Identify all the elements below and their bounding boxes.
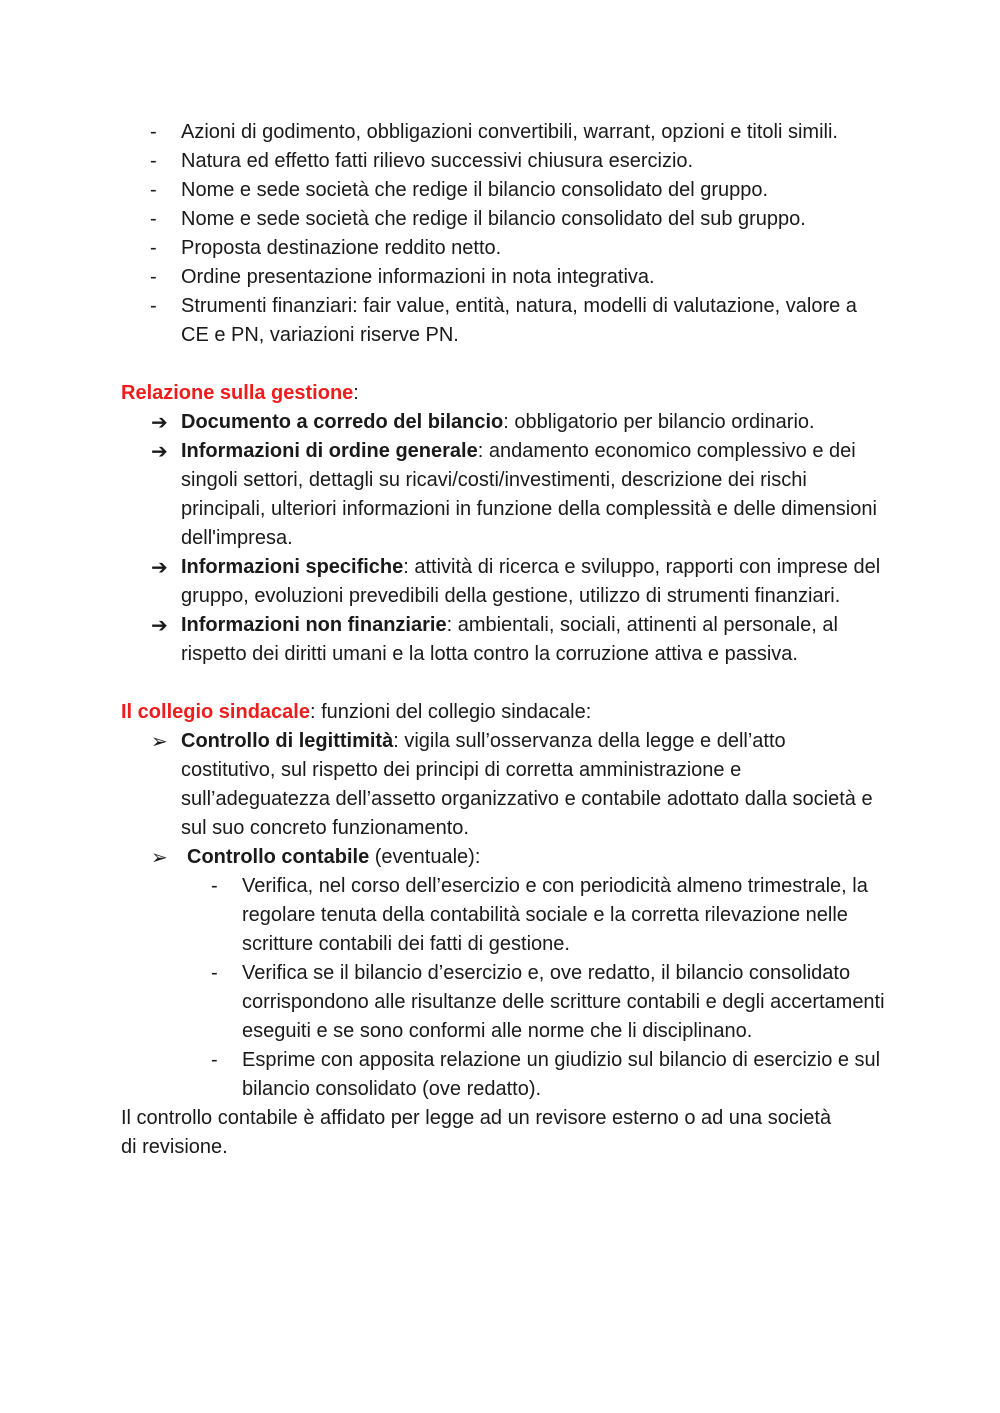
dash-marker: - <box>211 875 218 897</box>
arrow-icon: ➔ <box>151 439 168 463</box>
list-item-text: Azioni di godimento, obbligazioni convertibili, warrant, opzioni e titoli simili. <box>181 121 838 143</box>
dash-marker: - <box>150 208 157 230</box>
item-term: Informazioni specifiche <box>181 556 404 578</box>
item-term: Controllo contabile <box>187 846 370 868</box>
list-item <box>151 408 881 437</box>
item-text: : vigila sull’osservanza della legge e dell’atto costitutivo, sul rispetto dei principi di corretta amministrazione e sull’adeguatezza dell’assetto organizzativo e contabile adottato dalla società e sul suo concreto funzionamento. <box>181 730 873 839</box>
intro-list <box>0 118 1000 350</box>
relazione-list <box>0 408 1000 669</box>
heading-text: Relazione sulla gestione <box>121 382 354 404</box>
list-item <box>150 118 881 147</box>
dash-marker: - <box>150 295 157 317</box>
list-item-text: Nome e sede società che redige il bilancio consolidato del gruppo. <box>181 179 769 201</box>
arrowhead-icon: ➢ <box>151 729 168 753</box>
list-item <box>151 611 881 669</box>
list-item <box>211 872 892 959</box>
closing-paragraph: Il controllo contabile è affidato per legge ad un revisore esterno o ad una società di revisione. <box>121 1107 832 1158</box>
spacer <box>0 350 1000 379</box>
list-item-text: Nome e sede società che redige il bilancio consolidato del sub gruppo. <box>181 208 806 230</box>
item-text: : ambientali, sociali, attinenti al personale, al rispetto dei diritti umani e la lotta contro la corruzione attiva e passiva. <box>181 614 838 665</box>
list-item <box>150 263 881 292</box>
list-item <box>150 176 881 205</box>
list-item <box>150 234 881 263</box>
item-text: : andamento economico complessivo e dei singoli settori, dettagli su ricavi/costi/investimenti, descrizione dei rischi principali, ulteriori informazioni in funzione della complessità e delle dimensioni dell'impresa. <box>181 440 877 549</box>
dash-marker: - <box>211 1049 218 1071</box>
section-heading-collegio <box>121 698 841 727</box>
list-item-text: Verifica, nel corso dell’esercizio e con periodicità almeno trimestrale, la regolare tenuta della contabilità sociale e la corretta rilevazione nelle scritture contabili dei fatti di gestione. <box>242 875 868 955</box>
arrowhead-icon: ➢ <box>151 845 168 869</box>
document-page <box>0 118 1000 1162</box>
list-item <box>211 959 892 1046</box>
dash-marker: - <box>211 962 218 984</box>
arrow-icon: ➔ <box>151 410 168 434</box>
list-item <box>151 727 881 843</box>
heading-suffix: : <box>353 382 359 404</box>
item-term: Informazioni non finanziarie <box>181 614 447 636</box>
collegio-list <box>0 727 1000 872</box>
heading-text: Il collegio sindacale <box>121 701 310 723</box>
list-item <box>211 1046 892 1104</box>
dash-marker: - <box>150 121 157 143</box>
item-term: Documento a corredo del bilancio <box>181 411 504 433</box>
list-item-text: Proposta destinazione reddito netto. <box>181 237 502 259</box>
arrow-icon: ➔ <box>151 613 168 637</box>
list-item <box>151 553 881 611</box>
list-item <box>150 205 881 234</box>
list-item-text: Esprime con apposita relazione un giudizio sul bilancio di esercizio e sul bilancio consolidato (ove redatto). <box>242 1049 881 1100</box>
controllo-contabile-sublist <box>0 872 1000 1104</box>
list-item <box>150 292 881 350</box>
item-text: : obbligatorio per bilancio ordinario. <box>503 411 815 433</box>
item-text: (eventuale): <box>369 846 481 868</box>
item-term: Informazioni di ordine generale <box>181 440 478 462</box>
list-item-text: Strumenti finanziari: fair value, entità, natura, modelli di valutazione, valore a CE e PN, variazioni riserve PN. <box>181 295 857 346</box>
arrow-icon: ➔ <box>151 555 168 579</box>
section-heading-relazione <box>121 379 841 408</box>
list-item <box>151 843 881 872</box>
list-item-text: Verifica se il bilancio d’esercizio e, ove redatto, il bilancio consolidato corrispondono alle risultanze delle scritture contabili e degli accertamenti eseguiti e se sono conformi alle norme che li disciplinano. <box>242 962 885 1042</box>
heading-suffix: : funzioni del collegio sindacale: <box>309 701 592 723</box>
list-item-text: Ordine presentazione informazioni in nota integrativa. <box>181 266 655 288</box>
item-text: : attività di ricerca e sviluppo, rapporti con imprese del gruppo, evoluzioni prevedibili della gestione, utilizzo di strumenti finanziari. <box>181 556 881 607</box>
list-item <box>151 437 881 553</box>
dash-marker: - <box>150 266 157 288</box>
spacer <box>0 669 1000 698</box>
list-item-text: Natura ed effetto fatti rilievo successivi chiusura esercizio. <box>181 150 694 172</box>
dash-marker: - <box>150 150 157 172</box>
item-term: Controllo di legittimità <box>181 730 394 752</box>
dash-marker: - <box>150 237 157 259</box>
dash-marker: - <box>150 179 157 201</box>
list-item <box>150 147 881 176</box>
